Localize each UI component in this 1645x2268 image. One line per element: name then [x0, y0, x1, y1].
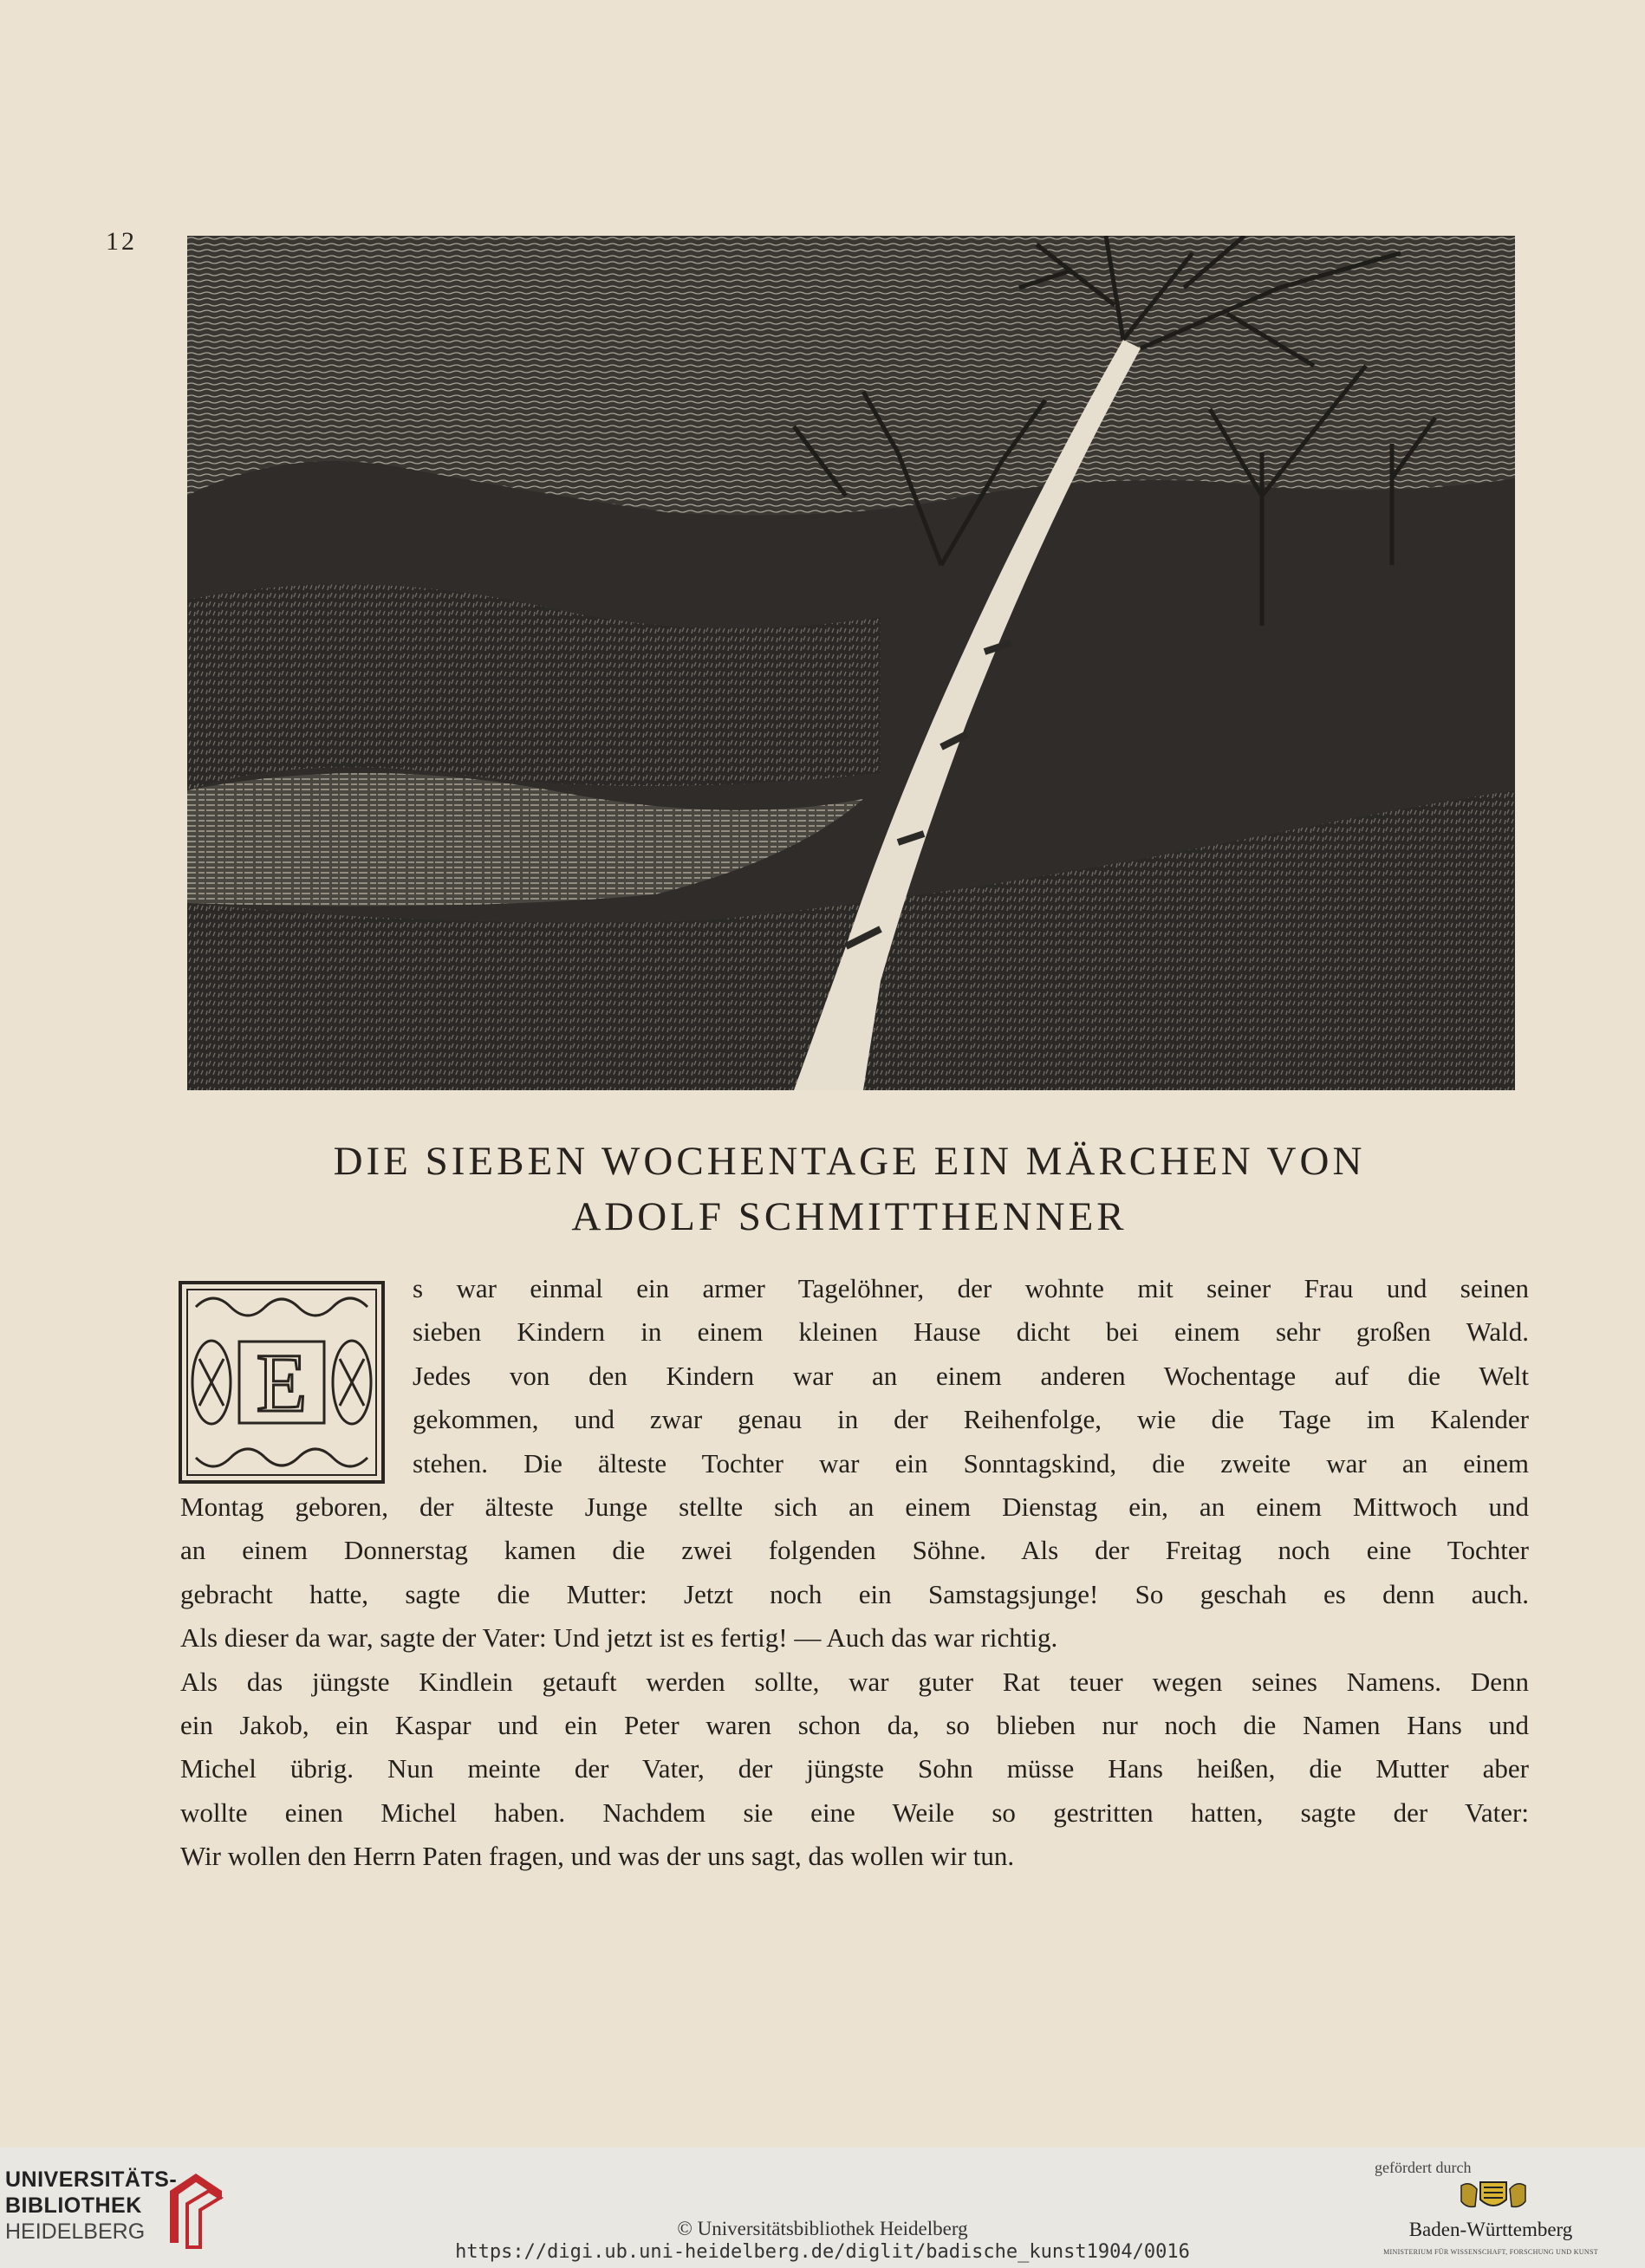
text-line: gekommen, und zwar genau in der Reihenfolge, wie die Tage im Kalender — [413, 1404, 1529, 1435]
text-line: sieben Kindern in einem kleinen Hause dicht bei einem sehr großen Wald. — [413, 1316, 1529, 1348]
library-name-line-3: HEIDELBERG — [5, 2219, 146, 2244]
copyright-notice: © Universitätsbibliothek Heidelberg — [677, 2218, 968, 2239]
landscape-woodcut-illustration — [187, 236, 1515, 1090]
text-line: Als dieser da war, sagte der Vater: Und jetzt ist es fertig! — Auch das war richtig. — [180, 1622, 1058, 1654]
text-line: an einem Donnerstag kamen die zwei folgenden Söhne. Als der Freitag noch eine Tochter — [180, 1535, 1529, 1566]
initial-letter: E — [256, 1336, 308, 1429]
text-line: wollte einen Michel haben. Nachdem sie eine Weile so gestritten hatten, sagte der Vater: — [180, 1797, 1529, 1828]
text-line: Montag geboren, der älteste Junge stellte sich an einem Dienstag ein, an einem Mittwoch und — [180, 1491, 1529, 1522]
chapter-title — [173, 1134, 1525, 1244]
page-number: 12 — [106, 227, 137, 256]
text-line: stehen. Die älteste Tochter war ein Sonntagskind, die zweite war an einem — [413, 1447, 1529, 1478]
text-line: gebracht hatte, sagte die Mutter: Jetzt noch ein Samstagsjunge! So geschah es denn auch. — [180, 1578, 1529, 1609]
text-line: Michel übrig. Nun meinte der Vater, der jüngste Sohn müsse Hans heißen, die Mutter aber — [180, 1753, 1529, 1784]
coat-of-arms-icon — [1456, 2177, 1531, 2215]
library-name-line-2: BIBLIOTHEK — [5, 2193, 142, 2218]
funder-name: Baden-Württemberg — [1408, 2219, 1573, 2240]
text-line: ein Jakob, ein Kaspar und ein Peter waren schon da, so blieben nur noch die Namen Hans und — [180, 1709, 1529, 1740]
text-line: Als das jüngste Kindlein getauft werden sollte, war guter Rat teuer wegen seines Namens. Denn — [180, 1666, 1529, 1697]
funder-ministry: MINISTERIUM FÜR WISSENSCHAFT, FORSCHUNG UND KUNST — [1383, 2248, 1598, 2256]
permalink-url[interactable]: https://digi.ub.uni-heidelberg.de/diglit/badische_kunst1904/0016 — [455, 2241, 1190, 2263]
library-name-line-1: UNIVERSITÄTS- — [5, 2167, 178, 2192]
funded-by-label: gefördert durch — [1375, 2159, 1472, 2176]
title-line-1: DIE SIEBEN WOCHENTAGE EIN MÄRCHEN VON — [333, 1139, 1366, 1184]
text-line: Wir wollen den Herrn Paten fragen, und was der uns sagt, das wollen wir tun. — [180, 1841, 1015, 1872]
text-line: Jedes von den Kindern war an einem anderen Wochentage auf die Welt — [413, 1360, 1529, 1391]
text-line: s war einmal ein armer Tagelöhner, der wohnte mit seiner Frau und seinen — [413, 1273, 1529, 1303]
story-text — [180, 1267, 1529, 1878]
title-line-2: ADOLF SCHMITTHENNER — [571, 1194, 1128, 1239]
